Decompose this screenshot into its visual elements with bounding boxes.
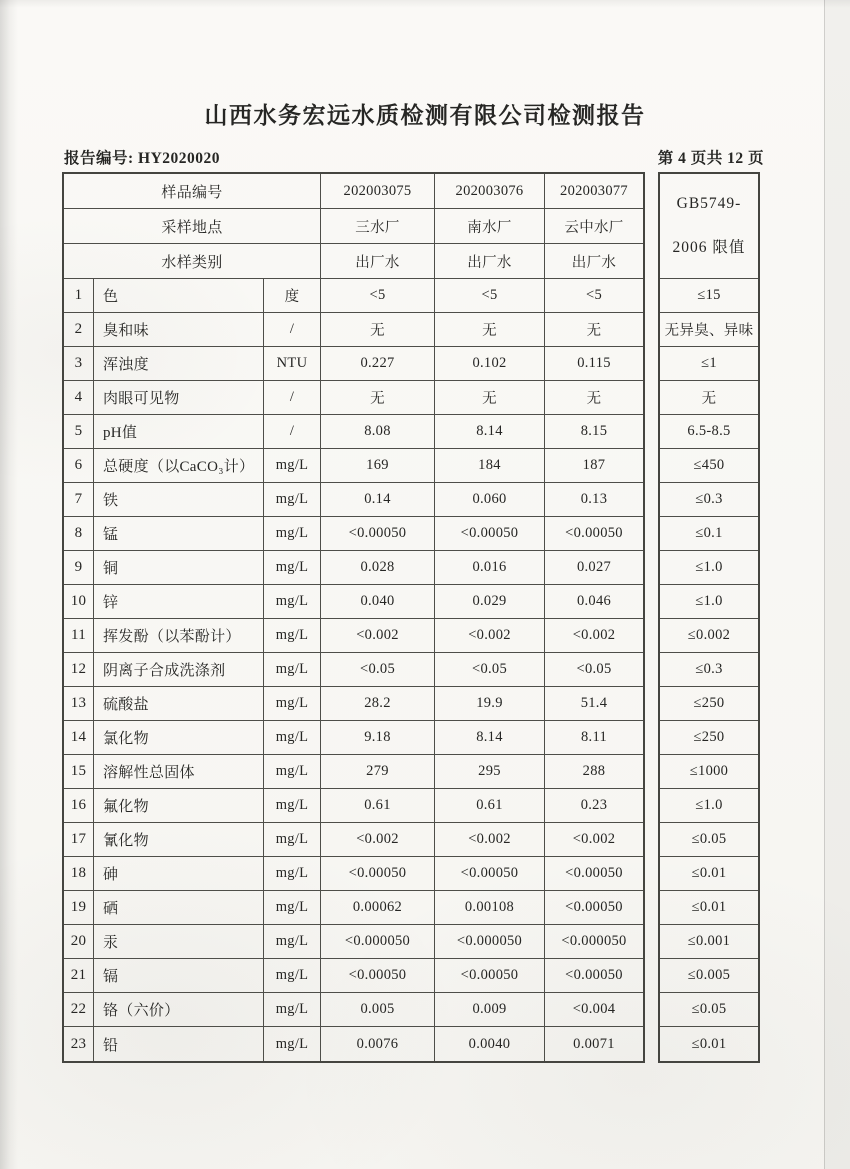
sample1-value-cell: 无 <box>321 381 435 415</box>
row-number-cell: 4 <box>64 381 94 415</box>
row-number-cell: 9 <box>64 551 94 585</box>
sample1-value-cell: <5 <box>321 279 435 313</box>
row-number-cell: 19 <box>64 891 94 925</box>
unit-cell: mg/L <box>264 959 321 993</box>
sample2-value-cell: <0.000050 <box>435 925 545 959</box>
sample2-value-cell: <0.002 <box>435 823 545 857</box>
row-number-cell: 16 <box>64 789 94 823</box>
sample1-value-cell: 0.227 <box>321 347 435 381</box>
unit-cell: / <box>264 415 321 449</box>
main-grid <box>62 172 645 1063</box>
limit-value-cell: ≤1.0 <box>660 585 758 619</box>
param-name-cell: 铅 <box>94 1027 264 1061</box>
sample3-value-cell: 288 <box>545 755 643 789</box>
header-value-cell: 南水厂 <box>435 209 545 244</box>
sample3-value-cell: <0.00050 <box>545 891 643 925</box>
sample2-value-cell: 无 <box>435 313 545 347</box>
param-name-cell: 镉 <box>94 959 264 993</box>
sample1-value-cell: <0.00050 <box>321 517 435 551</box>
row-number-cell: 18 <box>64 857 94 891</box>
limit-value-cell: 无 <box>660 381 758 415</box>
param-name-cell: 挥发酚（以苯酚计） <box>94 619 264 653</box>
unit-cell: mg/L <box>264 823 321 857</box>
sample1-value-cell: <0.00050 <box>321 857 435 891</box>
sample2-value-cell: 0.61 <box>435 789 545 823</box>
limit-value-cell: ≤250 <box>660 721 758 755</box>
sample1-value-cell: 无 <box>321 313 435 347</box>
limit-value-cell: ≤0.001 <box>660 925 758 959</box>
row-number-cell: 5 <box>64 415 94 449</box>
sample1-value-cell: <0.002 <box>321 619 435 653</box>
limit-value-cell: ≤0.01 <box>660 891 758 925</box>
sample1-value-cell: 0.00062 <box>321 891 435 925</box>
param-name-cell: 溶解性总固体 <box>94 755 264 789</box>
sample3-value-cell: 无 <box>545 313 643 347</box>
limit-column-header <box>660 174 758 279</box>
row-number-cell: 17 <box>64 823 94 857</box>
unit-cell: mg/L <box>264 721 321 755</box>
param-name-cell: 氰化物 <box>94 823 264 857</box>
header-label-cell: 水样类别 <box>64 244 321 279</box>
param-name-cell: 铬（六价） <box>94 993 264 1027</box>
report-meta <box>64 146 764 168</box>
header-value-cell: 三水厂 <box>321 209 435 244</box>
param-name-cell: 铜 <box>94 551 264 585</box>
page-indicator: 第 4 页共 12 页 <box>657 150 764 167</box>
row-number-cell: 12 <box>64 653 94 687</box>
param-name-cell: 浑浊度 <box>94 347 264 381</box>
water-quality-table <box>62 172 760 1063</box>
limit-value-cell: ≤0.05 <box>660 993 758 1027</box>
param-name-cell: 总硬度（以CaCO₃计） <box>94 449 264 483</box>
sample3-value-cell: <0.00050 <box>545 517 643 551</box>
limit-header-line2: 2006 限值 <box>672 238 746 256</box>
limit-value-cell: ≤1 <box>660 347 758 381</box>
sample1-value-cell: 0.040 <box>321 585 435 619</box>
sample2-value-cell: 0.00108 <box>435 891 545 925</box>
unit-cell: mg/L <box>264 789 321 823</box>
unit-cell: mg/L <box>264 449 321 483</box>
scan-edge-top <box>0 0 850 8</box>
sample1-value-cell: 0.14 <box>321 483 435 517</box>
sample1-value-cell: 169 <box>321 449 435 483</box>
unit-cell: mg/L <box>264 517 321 551</box>
sample2-value-cell: 8.14 <box>435 415 545 449</box>
unit-cell: 度 <box>264 279 321 313</box>
sample3-value-cell: <0.000050 <box>545 925 643 959</box>
param-name-cell: 阴离子合成洗涤剂 <box>94 653 264 687</box>
limit-value-cell: ≤0.3 <box>660 483 758 517</box>
unit-cell: mg/L <box>264 687 321 721</box>
sample2-value-cell: <0.05 <box>435 653 545 687</box>
row-number-cell: 13 <box>64 687 94 721</box>
sample3-value-cell: <0.002 <box>545 823 643 857</box>
unit-cell: mg/L <box>264 857 321 891</box>
sample3-value-cell: <0.00050 <box>545 959 643 993</box>
sample3-value-cell: <0.002 <box>545 619 643 653</box>
unit-cell: mg/L <box>264 619 321 653</box>
param-name-cell: 氟化物 <box>94 789 264 823</box>
param-name-cell: 氯化物 <box>94 721 264 755</box>
limit-value-cell: ≤1.0 <box>660 551 758 585</box>
row-number-cell: 11 <box>64 619 94 653</box>
sample2-value-cell: 0.029 <box>435 585 545 619</box>
row-number-cell: 10 <box>64 585 94 619</box>
header-value-cell: 出厂水 <box>435 244 545 279</box>
row-number-cell: 21 <box>64 959 94 993</box>
sample1-value-cell: 0.005 <box>321 993 435 1027</box>
limit-value-cell: ≤0.05 <box>660 823 758 857</box>
sample2-value-cell: <0.00050 <box>435 959 545 993</box>
scan-edge-right <box>824 0 850 1169</box>
sample3-value-cell: 8.11 <box>545 721 643 755</box>
sample1-value-cell: <0.00050 <box>321 959 435 993</box>
header-value-cell: 云中水厂 <box>545 209 643 244</box>
row-number-cell: 3 <box>64 347 94 381</box>
sample3-value-cell: 187 <box>545 449 643 483</box>
unit-cell: mg/L <box>264 653 321 687</box>
sample2-value-cell: <0.00050 <box>435 857 545 891</box>
sample2-value-cell: 0.0040 <box>435 1027 545 1061</box>
sample3-value-cell: 51.4 <box>545 687 643 721</box>
header-label-cell: 样品编号 <box>64 174 321 209</box>
param-name-cell: 硒 <box>94 891 264 925</box>
row-number-cell: 1 <box>64 279 94 313</box>
sample1-value-cell: <0.002 <box>321 823 435 857</box>
sample3-value-cell: 8.15 <box>545 415 643 449</box>
sample2-value-cell: 0.102 <box>435 347 545 381</box>
unit-cell: mg/L <box>264 585 321 619</box>
unit-cell: NTU <box>264 347 321 381</box>
report-title: 山西水务宏远水质检测有限公司检测报告 <box>204 102 646 128</box>
limit-grid <box>658 172 760 1063</box>
sample2-value-cell: 0.009 <box>435 993 545 1027</box>
sample2-value-cell: 0.016 <box>435 551 545 585</box>
limit-value-cell: ≤250 <box>660 687 758 721</box>
sample1-value-cell: <0.000050 <box>321 925 435 959</box>
sample1-value-cell: 8.08 <box>321 415 435 449</box>
param-name-cell: 臭和味 <box>94 313 264 347</box>
row-number-cell: 23 <box>64 1027 94 1061</box>
sample2-value-cell: 184 <box>435 449 545 483</box>
sample3-value-cell: 0.027 <box>545 551 643 585</box>
sample2-value-cell: 8.14 <box>435 721 545 755</box>
sample2-value-cell: <0.002 <box>435 619 545 653</box>
sample3-value-cell: 0.23 <box>545 789 643 823</box>
unit-cell: mg/L <box>264 551 321 585</box>
row-number-cell: 2 <box>64 313 94 347</box>
limit-value-cell: ≤0.01 <box>660 857 758 891</box>
param-name-cell: 铁 <box>94 483 264 517</box>
sample1-value-cell: 279 <box>321 755 435 789</box>
sample3-value-cell: 0.0071 <box>573 1035 615 1052</box>
sample3-value-cell: 0.13 <box>545 483 643 517</box>
param-name-cell: 硫酸盐 <box>94 687 264 721</box>
row-number-cell: 8 <box>64 517 94 551</box>
unit-cell: mg/L <box>264 891 321 925</box>
limit-value-cell: ≤0.01 <box>691 1035 727 1052</box>
sample3-value-cell: 无 <box>545 381 643 415</box>
limit-value-cell: ≤0.002 <box>660 619 758 653</box>
sample3-value-cell: <0.05 <box>545 653 643 687</box>
unit-cell: mg/L <box>264 925 321 959</box>
header-value-cell: 出厂水 <box>321 244 435 279</box>
sample1-value-cell: 28.2 <box>321 687 435 721</box>
sample2-value-cell: 0.060 <box>435 483 545 517</box>
sample3-value-cell: <0.00050 <box>545 857 643 891</box>
param-name-cell: 锌 <box>94 585 264 619</box>
unit-cell: mg/L <box>264 483 321 517</box>
unit-cell: / <box>264 313 321 347</box>
param-name-cell: 肉眼可见物 <box>94 381 264 415</box>
param-name-cell: pH值 <box>94 415 264 449</box>
sample3-value-cell: 0.115 <box>545 347 643 381</box>
row-number-cell: 22 <box>64 993 94 1027</box>
sample3-value-cell: <0.004 <box>545 993 643 1027</box>
limit-value-cell: 无异臭、异味 <box>660 313 758 347</box>
unit-cell: mg/L <box>264 1027 321 1061</box>
limit-value-cell: ≤1000 <box>660 755 758 789</box>
sample2-value-cell: <0.00050 <box>435 517 545 551</box>
sample3-value-cell: 0.046 <box>545 585 643 619</box>
header-value-cell: 202003076 <box>435 174 545 209</box>
header-value-cell: 出厂水 <box>545 244 643 279</box>
scan-edge-left <box>0 0 18 1169</box>
sample2-value-cell: 19.9 <box>435 687 545 721</box>
header-label-cell: 采样地点 <box>64 209 321 244</box>
limit-value-cell: 6.5-8.5 <box>660 415 758 449</box>
limit-header-line1: GB5749- <box>676 195 742 213</box>
row-number-cell: 7 <box>64 483 94 517</box>
param-name-cell: 汞 <box>94 925 264 959</box>
limit-value-cell: ≤15 <box>660 279 758 313</box>
header-value-cell: 202003077 <box>545 174 643 209</box>
sample3-value-cell: <5 <box>545 279 643 313</box>
sample2-value-cell: <5 <box>435 279 545 313</box>
sample1-value-cell: 0.0076 <box>321 1027 435 1061</box>
limit-value-cell: ≤450 <box>660 449 758 483</box>
param-name-cell: 砷 <box>94 857 264 891</box>
header-value-cell: 202003075 <box>321 174 435 209</box>
unit-cell: / <box>264 381 321 415</box>
row-number-cell: 14 <box>64 721 94 755</box>
sample1-value-cell: 9.18 <box>321 721 435 755</box>
sample2-value-cell: 无 <box>435 381 545 415</box>
sample1-value-cell: 0.61 <box>321 789 435 823</box>
sample1-value-cell: <0.05 <box>321 653 435 687</box>
limit-value-cell: ≤0.3 <box>660 653 758 687</box>
limit-value-cell: ≤0.1 <box>660 517 758 551</box>
sample2-value-cell: 295 <box>435 755 545 789</box>
row-number-cell: 15 <box>64 755 94 789</box>
report-number: 报告编号: HY2020020 <box>64 150 221 167</box>
unit-cell: mg/L <box>264 993 321 1027</box>
limit-value-cell: ≤0.005 <box>660 959 758 993</box>
unit-cell: mg/L <box>264 755 321 789</box>
param-name-cell: 锰 <box>94 517 264 551</box>
row-number-cell: 6 <box>64 449 94 483</box>
row-number-cell: 20 <box>64 925 94 959</box>
param-name-cell: 色 <box>94 279 264 313</box>
sample1-value-cell: 0.028 <box>321 551 435 585</box>
limit-value-cell: ≤1.0 <box>660 789 758 823</box>
